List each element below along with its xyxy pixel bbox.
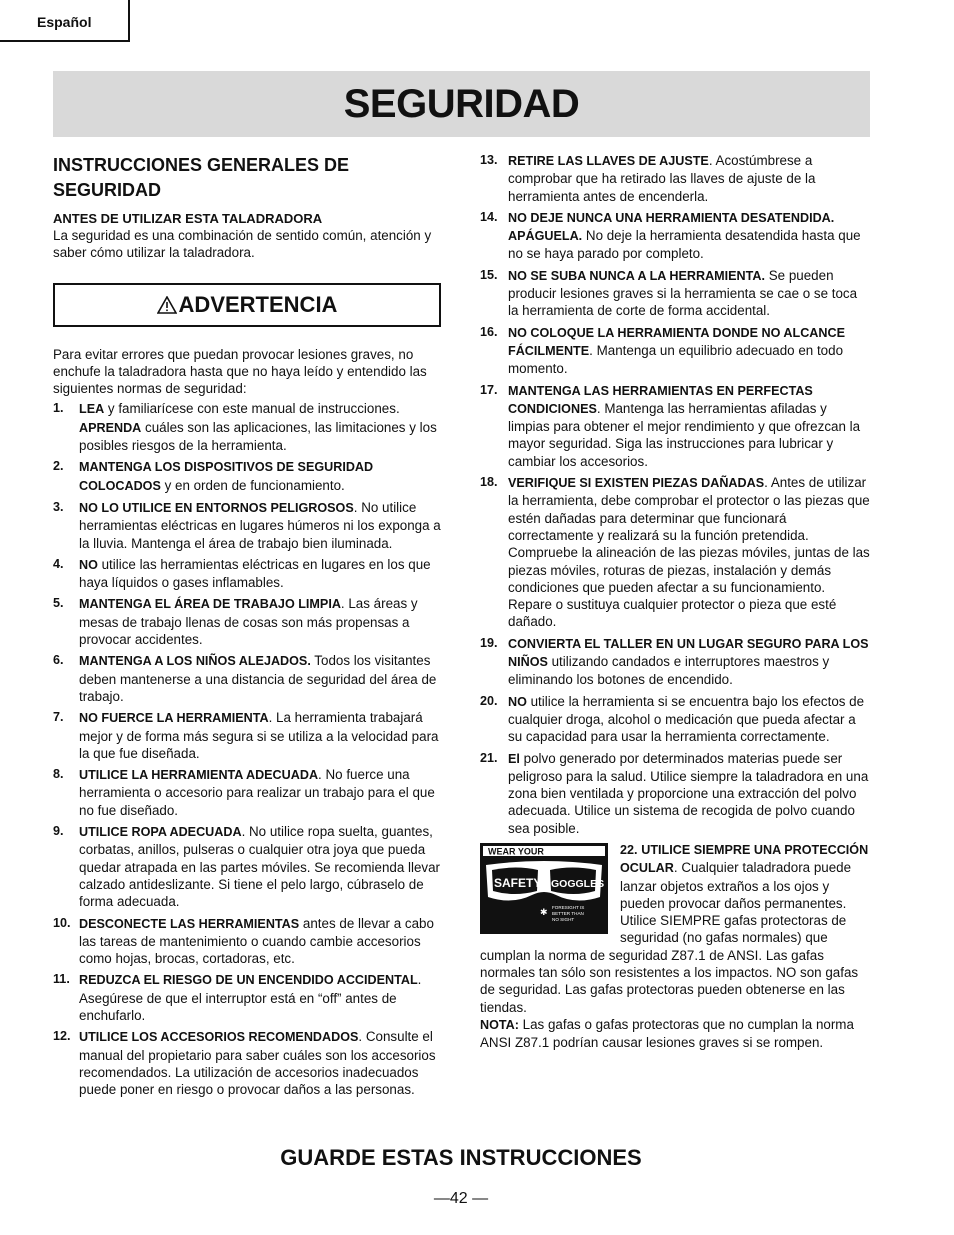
rule-number: 21. [480, 750, 498, 765]
goggles-sign-graphic [480, 843, 608, 934]
rule-number: 3. [53, 499, 64, 514]
rule-item [480, 267, 870, 320]
rule-item [53, 556, 441, 592]
rule-bold-text: UTILICE LOS ACCESORIOS RECOMENDADOS [79, 1030, 359, 1045]
rule-item [53, 499, 441, 552]
rule-item [480, 324, 870, 378]
rules-list-right [480, 152, 870, 837]
rule-bold-text: DESCONECTE LAS HERRAMIENTAS [79, 916, 300, 931]
rule-number: 14. [480, 209, 498, 224]
warning-triangle-icon [157, 296, 177, 314]
rule-text: polvo generado por determinados materias puede ser peligroso para la salud. Utilice siempre la taladradora en una zona bien ventilada y proporcione una extracción del polvo adecuada. Utilice un sistema de recogida de polvo cuando sea posible. [508, 750, 869, 836]
rule-bold-text: MANTENGA A LOS NIÑOS ALEJADOS. [79, 654, 311, 669]
rule-number: 9. [53, 824, 64, 839]
rule-bold-text: NO LO UTILICE EN ENTORNOS PELIGROSOS [79, 500, 354, 515]
rule-number: 6. [53, 653, 64, 668]
rule-text: . Antes de utilizar la herramienta, debe comprobar el protector o las piezas que estén dañadas para determinar que funcionará correctamente y realizará su la función pretendida. Compruebe la alineación de las piezas móviles, juntas de las piezas móviles, roturas de piezas, instalación y demás condiciones que pueden afectar a su funcionamiento. Repare o sustituya cualquier protector o pieza que esté dañado. [508, 475, 870, 630]
general-text: La seguridad es una combinación de sentido común, atención y saber cómo utilizar la taladradora. [53, 228, 432, 261]
rule-text: utilice las herramientas eléctricas en lugares en los que haya líquidos o gases inflamables. [79, 556, 431, 591]
nota [480, 1016, 870, 1052]
rule-text: . Acostúmbrese a comprobar que ha retirado las llaves de ajuste de la herramienta antes de encenderla. [508, 153, 816, 204]
rule-bold-text: UTILICE LA HERRAMIENTA ADECUADA [79, 768, 319, 783]
rule-text: cuáles son las aplicaciones, las limitaciones y los posibles riesgos de la herramienta. [79, 419, 437, 454]
rule-number: 15. [480, 267, 498, 282]
page-number: —42 — [433, 1190, 489, 1207]
rule-item [53, 709, 441, 762]
rule-text: . Mantenga un equilibrio adecuado en todo momento. [508, 342, 844, 377]
rule-text: utilice la herramienta si se encuentra bajo los efectos de cualquier droga, alcohol o medicación que pueda afectar a su capacidad para usar la herramienta correctamente. [508, 693, 865, 745]
rule-item [480, 693, 870, 746]
rule-number: 2. [53, 459, 64, 474]
rule-item [53, 458, 441, 495]
general-subheading: ANTES DE UTILIZAR ESTA TALADRADORA [53, 211, 323, 226]
rule-bold-text: REDUZCA EL RIESGO DE UN ENCENDIDO ACCIDENTAL [79, 973, 418, 988]
right-column [480, 152, 870, 1052]
rule-text: y en orden de funcionamiento. [160, 477, 345, 493]
rule-item [480, 209, 870, 263]
rule-22-num: 22. [620, 842, 638, 857]
rule-text: Todos los visitantes deben mantenerse a una distancia de seguridad del área de trabajo. [79, 653, 437, 704]
rule-text: No deje la herramienta desatendida hasta que no se haya parado por completo. [508, 228, 861, 262]
rule-number: 7. [53, 710, 64, 725]
nota-text: Las gafas o gafas protectoras que no cumplan la norma ANSI Z87.1 podrían causar lesiones graves si se rompen. [480, 1016, 854, 1051]
rule-item [53, 823, 441, 910]
sign-safety: SAFETY [494, 875, 542, 890]
rule-bold-text: RETIRE LAS LLAVES DE AJUSTE [508, 154, 709, 168]
rule-bold-text: CONVIERTA EL TALLER EN UN LUGAR SEGURO PARA LOS NIÑOS [508, 636, 869, 670]
rule-text: . No utilice ropa suelta, guantes, corbatas, anillos, pulseras o cualquier otra joya que pueda quedar atrapada en las partes móviles. Se recomienda llevar calzado antideslizante. Si tiene el pelo largo, cúbraselo de forma adecuada. [79, 824, 441, 910]
rule-bold-text: NO FUERCE LA HERRAMIENTA [79, 711, 269, 726]
rule-bold-text: NO [79, 557, 98, 572]
rule-bold-text: NO [508, 694, 527, 709]
rule-bold-text: NO DEJE NUNCA UNA HERRAMIENTA DESATENDIDA. APÁGUELA. [508, 210, 835, 244]
rule-text: y familiarícese con este manual de instrucciones. [104, 401, 400, 417]
rule-bold-text: VERIFIQUE SI EXISTEN PIEZAS DAÑADAS [508, 476, 765, 491]
rule-item [480, 474, 870, 631]
rule-item [53, 595, 441, 648]
footer-title: GUARDE ESTAS INSTRUCCIONES [280, 1145, 642, 1170]
rule-number: 18. [480, 475, 498, 490]
rule-text: . No fuerce una herramienta o accesorio para realizar un trabajo para el que no fue diseñado. [79, 767, 435, 818]
rule-number: 16. [480, 324, 498, 339]
warning-intro: Para evitar errores que puedan provocar lesiones graves, no enchufe la taladradora hasta que no haya leído y entendido las siguientes normas de seguridad: [53, 346, 427, 397]
rule-text: utilizando candados e interruptores maestros y eliminando los botones de encendido. [508, 654, 830, 688]
rule-item [53, 766, 441, 819]
rule-text: . Consulte el manual del propietario para saber cuáles son los accesorios recomendados. La utilización de accesorios inadecuados puede poner en riesgo o provocar daños a las personas. [79, 1029, 436, 1098]
rule-item [480, 382, 870, 470]
rule-item [53, 652, 441, 705]
safety-goggles-sign [480, 843, 608, 934]
warning-label: ADVERTENCIA [178, 291, 338, 317]
rule-text: Se pueden producir lesiones graves si la herramienta se cae o se toca la herramienta de corte de forma accidental. [508, 267, 858, 319]
rule-22 [480, 841, 870, 1052]
warning-box [53, 283, 441, 327]
rule-number: 1. [53, 401, 64, 416]
rule-item [53, 971, 441, 1024]
rule-item [480, 152, 870, 205]
rule-text: antes de llevar a cabo las tareas de mantenimiento o cuando cambie accesorios como hojas, brocas, cortadoras, etc. [79, 915, 434, 967]
general-heading: INSTRUCCIONES GENERALES DE SEGURIDAD [53, 155, 350, 200]
rule-item [53, 915, 441, 968]
sign-goggles: GOGGLES [551, 877, 605, 890]
page-title: SEGURIDAD [343, 82, 580, 126]
sign-wear-your: WEAR YOUR [488, 846, 544, 857]
rule-22-bold: UTILICE SIEMPRE UNA PROTECCIÓN OCULAR [620, 842, 869, 876]
rule-bold-text: UTILICE ROPA ADECUADA [79, 825, 242, 840]
language-tab: Español [0, 0, 130, 42]
rule-bold-text: MANTENGA LOS DISPOSITIVOS DE SEGURIDAD COLOCADOS [79, 460, 374, 493]
rule-number: 4. [53, 556, 64, 571]
rule-bold-text: El [508, 751, 520, 766]
title-band [53, 71, 870, 137]
svg-text:✱: ✱ [540, 907, 548, 918]
rule-number: 5. [53, 596, 64, 611]
rule-number: 20. [480, 693, 498, 708]
rule-item [480, 750, 870, 837]
left-column [53, 153, 441, 1102]
rule-item [53, 400, 441, 454]
rule-item [480, 635, 870, 689]
rule-bold-text: LEA [79, 402, 105, 417]
rule-text: . Mantenga las herramientas afiladas y limpias para obtener el mejor rendimiento y que ofrezcan la mayor seguridad. Siga las instrucciones para lubricar y cambiar los accesorios. [508, 400, 861, 469]
rule-bold-text: NO SE SUBA NUNCA A LA HERRAMIENTA. [508, 268, 766, 283]
rule-bold-text: NO COLOQUE LA HERRAMIENTA DONDE NO ALCANCE FÁCILMENTE [508, 325, 845, 358]
rule-text: . Asegúrese de que el interruptor está en “off” antes de enchufarlo. [79, 972, 422, 1023]
rule-number: 11. [53, 972, 70, 987]
rule-text: . La herramienta trabajará mejor y de forma más segura si se utiliza a la velocidad para la que fue diseñada. [79, 710, 439, 761]
rule-bold-text: APRENDA [79, 420, 142, 435]
rule-text: . Las áreas y mesas de trabajo llenas de cosas son más propensas a provocar accidentes. [79, 596, 418, 648]
rule-number: 13. [480, 153, 498, 167]
rule-item [53, 1028, 441, 1098]
sign-foresight: FORESIGHT IS BETTER THAN NO SIGHT [552, 904, 585, 922]
nota-label: NOTA: [480, 1017, 519, 1032]
rule-number: 10. [53, 915, 71, 930]
rule-number: 12. [53, 1029, 71, 1044]
rule-22-body: . Cualquier taladradora puede lanzar objetos extraños a los ojos y pueden provocar daños permanentes. Utilice SIEMPRE gafas protectoras de seguridad (no gafas normales) que cumplan la norma de seguridad Z87.1 de ANSI. Las gafas normales tan sólo son resistentes a los impactos. NO son gafas de seguridad. Las gafas protectoras pueden obtenerse en las tiendas. [480, 860, 859, 1015]
rule-bold-text: MANTENGA LAS HERRAMIENTAS EN PERFECTAS CONDICIONES [508, 383, 813, 416]
rule-number: 19. [480, 635, 498, 650]
rule-bold-text: MANTENGA EL ÁREA DE TRABAJO LIMPIA [79, 597, 341, 612]
rule-number: 17. [480, 382, 498, 397]
rule-text: . No utilice herramientas eléctricas en lugares húmeros ni los exponga a la lluvia. Mantenga el área de trabajo bien iluminada. [79, 499, 441, 551]
rule-number: 8. [53, 767, 64, 782]
rules-list-left [53, 400, 441, 1098]
